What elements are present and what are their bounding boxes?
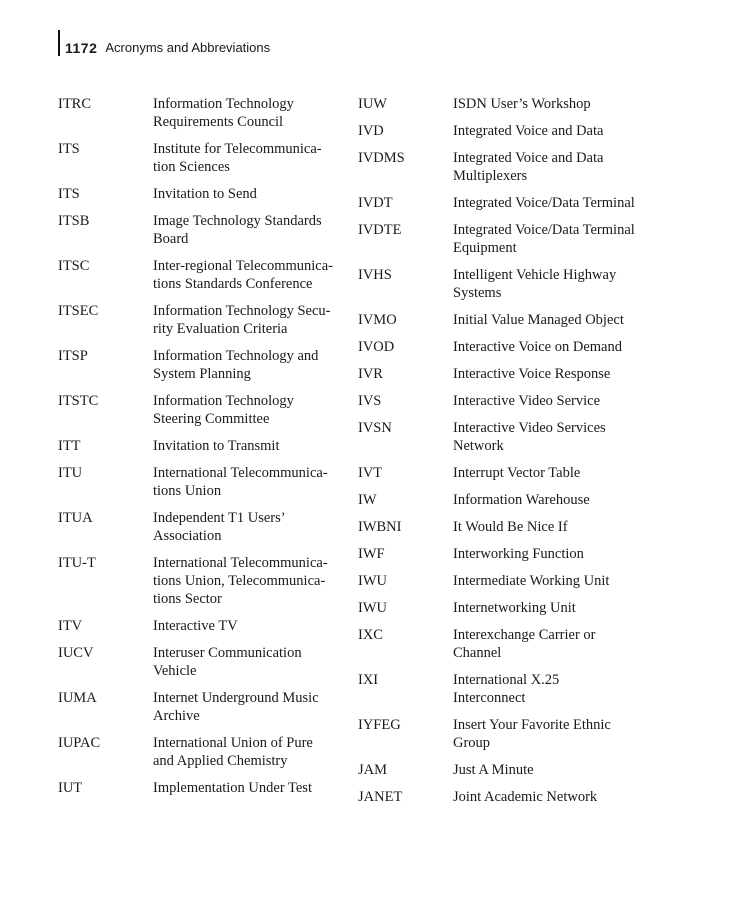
acronym: JAM bbox=[358, 762, 388, 778]
definition-line: Interconnect bbox=[453, 690, 526, 706]
definition-line: tions Sector bbox=[153, 591, 222, 607]
definition-line: Information Technology bbox=[153, 96, 294, 112]
glossary-entry bbox=[358, 518, 658, 536]
definition-line: Information Technology Secu- bbox=[153, 303, 331, 319]
definition-line: Image Technology Standards bbox=[153, 213, 322, 229]
definition bbox=[453, 311, 658, 329]
acronym: ITSTC bbox=[58, 393, 99, 409]
acronym: ITS bbox=[58, 141, 80, 157]
acronym: IVMO bbox=[358, 312, 397, 328]
definition-line: Integrated Voice/Data Terminal bbox=[453, 195, 635, 211]
glossary-entry bbox=[358, 149, 658, 185]
glossary-entry bbox=[58, 95, 343, 131]
definition-line: Just A Minute bbox=[453, 762, 534, 778]
glossary-entry bbox=[358, 311, 658, 329]
glossary-entry bbox=[58, 779, 343, 797]
acronym: IWU bbox=[358, 573, 387, 589]
definition bbox=[153, 302, 343, 338]
glossary-entry bbox=[58, 302, 343, 338]
glossary-entry bbox=[358, 221, 658, 257]
left-column bbox=[58, 95, 343, 806]
glossary-entry bbox=[358, 788, 658, 806]
page-header bbox=[58, 30, 270, 56]
glossary-entry bbox=[358, 626, 658, 662]
definition-line: Network bbox=[453, 438, 504, 454]
glossary-entry bbox=[58, 509, 343, 545]
definition bbox=[453, 599, 658, 617]
glossary-entry bbox=[358, 599, 658, 617]
acronym: IWF bbox=[358, 546, 385, 562]
definition bbox=[453, 221, 658, 257]
glossary-entry bbox=[58, 644, 343, 680]
definition-line: tions Standards Conference bbox=[153, 276, 313, 292]
glossary-entry bbox=[358, 761, 658, 779]
definition-line: Interactive Video Service bbox=[453, 393, 601, 409]
definition-line: Equipment bbox=[453, 240, 517, 256]
definition-line: Channel bbox=[453, 645, 502, 661]
definition-line: and Applied Chemistry bbox=[153, 753, 288, 769]
acronym: IUW bbox=[358, 96, 387, 112]
acronym: IUMA bbox=[58, 690, 97, 706]
definition-line: Archive bbox=[153, 708, 200, 724]
definition-line: Integrated Voice and Data bbox=[453, 123, 604, 139]
definition bbox=[153, 509, 343, 545]
glossary-entry bbox=[358, 545, 658, 563]
glossary-entry bbox=[58, 140, 343, 176]
glossary-entry bbox=[58, 734, 343, 770]
definition bbox=[453, 788, 658, 806]
definition-line: Group bbox=[453, 735, 491, 751]
glossary-entry bbox=[58, 347, 343, 383]
definition-line: Board bbox=[153, 231, 189, 247]
glossary-entry bbox=[358, 266, 658, 302]
glossary-entry bbox=[58, 257, 343, 293]
acronym: IW bbox=[358, 492, 377, 508]
header-rule bbox=[58, 30, 60, 56]
definition bbox=[453, 572, 658, 590]
definition-line: Integrated Voice/Data Terminal bbox=[453, 222, 635, 238]
definition-line: System Planning bbox=[153, 366, 251, 382]
definition-line: Interrupt Vector Table bbox=[453, 465, 581, 481]
acronym: IWU bbox=[358, 600, 387, 616]
definition bbox=[453, 194, 658, 212]
glossary-entry bbox=[358, 419, 658, 455]
definition bbox=[153, 644, 343, 680]
definition-line: Interworking Function bbox=[453, 546, 584, 562]
definition-line: Joint Academic Network bbox=[453, 789, 598, 805]
glossary-entry bbox=[58, 437, 343, 455]
definition-line: International Union of Pure bbox=[153, 735, 313, 751]
glossary-entry bbox=[358, 392, 658, 410]
glossary-entry bbox=[358, 716, 658, 752]
definition bbox=[453, 671, 658, 707]
definition bbox=[153, 617, 343, 635]
right-column bbox=[358, 95, 658, 815]
definition-line: Invitation to Transmit bbox=[153, 438, 280, 454]
definition-line: Invitation to Send bbox=[153, 186, 257, 202]
definition bbox=[153, 95, 343, 131]
acronym: IUT bbox=[58, 780, 83, 796]
acronym: IUCV bbox=[58, 645, 94, 661]
definition bbox=[153, 392, 343, 428]
definition-line: Independent T1 Users’ bbox=[153, 510, 286, 526]
definition-line: Institute for Telecommunica- bbox=[153, 141, 322, 157]
definition-line: tions Union, Telecommunica- bbox=[153, 573, 326, 589]
definition bbox=[453, 392, 658, 410]
glossary-entry bbox=[358, 194, 658, 212]
acronym: IXC bbox=[358, 627, 383, 643]
definition-line: ISDN User’s Workshop bbox=[453, 96, 591, 112]
acronym: IVR bbox=[358, 366, 383, 382]
glossary-entry bbox=[58, 617, 343, 635]
definition-line: Information Technology bbox=[153, 393, 294, 409]
acronym: ITRC bbox=[58, 96, 92, 112]
glossary-entry bbox=[358, 572, 658, 590]
acronym: ITSC bbox=[58, 258, 90, 274]
definition-line: Information Technology and bbox=[153, 348, 319, 364]
glossary-entry bbox=[358, 491, 658, 509]
acronym: IVS bbox=[358, 393, 382, 409]
definition-line: Implementation Under Test bbox=[153, 780, 312, 796]
definition-line: Intermediate Working Unit bbox=[453, 573, 610, 589]
definition-line: Requirements Council bbox=[153, 114, 284, 130]
glossary-entry bbox=[358, 122, 658, 140]
definition-line: Inter-regional Telecommunica- bbox=[153, 258, 333, 274]
definition-line: Interexchange Carrier or bbox=[453, 627, 596, 643]
definition bbox=[153, 734, 343, 770]
definition-line: Interactive Video Services bbox=[453, 420, 606, 436]
definition bbox=[453, 518, 658, 536]
definition bbox=[453, 365, 658, 383]
definition-line: International X.25 bbox=[453, 672, 560, 688]
definition-line: tions Union bbox=[153, 483, 222, 499]
page-number: 1172 bbox=[65, 40, 98, 56]
definition bbox=[453, 491, 658, 509]
definition bbox=[153, 347, 343, 383]
definition-line: It Would Be Nice If bbox=[453, 519, 568, 535]
definition bbox=[153, 464, 343, 500]
glossary-entry bbox=[358, 95, 658, 113]
glossary-entry bbox=[58, 689, 343, 725]
acronym: ITS bbox=[58, 186, 80, 202]
glossary-entry bbox=[358, 464, 658, 482]
definition bbox=[153, 140, 343, 176]
acronym: IUPAC bbox=[58, 735, 101, 751]
definition-line: Steering Committee bbox=[153, 411, 270, 427]
definition-line: Multiplexers bbox=[453, 168, 528, 184]
definition-line: Vehicle bbox=[153, 663, 197, 679]
definition-line: International Telecommunica- bbox=[153, 555, 328, 571]
acronym: IVDT bbox=[358, 195, 393, 211]
acronym: IXI bbox=[358, 672, 379, 688]
definition bbox=[453, 626, 658, 662]
acronym: IVDTE bbox=[358, 222, 402, 238]
glossary-entry bbox=[58, 554, 343, 608]
acronym: ITSB bbox=[58, 213, 90, 229]
definition-line: Association bbox=[153, 528, 222, 544]
definition bbox=[453, 464, 658, 482]
definition bbox=[153, 779, 343, 797]
definition bbox=[153, 437, 343, 455]
acronym: ITUA bbox=[58, 510, 93, 526]
acronym: ITU bbox=[58, 465, 83, 481]
definition-line: International Telecommunica- bbox=[153, 465, 328, 481]
definition-line: tion Sciences bbox=[153, 159, 230, 175]
acronym: ITSP bbox=[58, 348, 88, 364]
definition bbox=[453, 149, 658, 185]
definition bbox=[153, 185, 343, 203]
acronym: IWBNI bbox=[358, 519, 402, 535]
definition bbox=[453, 419, 658, 455]
acronym: IVD bbox=[358, 123, 384, 139]
definition bbox=[153, 554, 343, 608]
definition bbox=[153, 689, 343, 725]
glossary-entry bbox=[358, 671, 658, 707]
definition-line: Interactive Voice on Demand bbox=[453, 339, 622, 355]
running-title: Acronyms and Abbreviations bbox=[105, 40, 271, 55]
definition-line: Integrated Voice and Data bbox=[453, 150, 604, 166]
acronym: ITV bbox=[58, 618, 83, 634]
acronym: JANET bbox=[358, 789, 403, 805]
glossary-entry bbox=[358, 365, 658, 383]
acronym: IVDMS bbox=[358, 150, 405, 166]
acronym: IYFEG bbox=[358, 717, 401, 733]
glossary-entry bbox=[58, 392, 343, 428]
acronym: IVSN bbox=[358, 420, 392, 436]
acronym: IVHS bbox=[358, 267, 392, 283]
definition-line: Insert Your Favorite Ethnic bbox=[453, 717, 611, 733]
definition bbox=[453, 716, 658, 752]
definition bbox=[153, 257, 343, 293]
definition-line: Systems bbox=[453, 285, 502, 301]
definition bbox=[453, 122, 658, 140]
definition-line: Initial Value Managed Object bbox=[453, 312, 624, 328]
acronym: IVT bbox=[358, 465, 383, 481]
definition bbox=[453, 761, 658, 779]
definition bbox=[453, 338, 658, 356]
glossary-entry bbox=[58, 185, 343, 203]
definition bbox=[453, 545, 658, 563]
acronym: IVOD bbox=[358, 339, 395, 355]
definition-line: Interactive TV bbox=[153, 618, 238, 634]
definition-line: Information Warehouse bbox=[453, 492, 590, 508]
definition-line: Intelligent Vehicle Highway bbox=[453, 267, 617, 283]
glossary-entry bbox=[58, 464, 343, 500]
definition bbox=[453, 95, 658, 113]
definition-line: Interactive Voice Response bbox=[453, 366, 611, 382]
acronym: ITU-T bbox=[58, 555, 96, 571]
acronym: ITSEC bbox=[58, 303, 99, 319]
definition-line: Interuser Communication bbox=[153, 645, 302, 661]
definition bbox=[153, 212, 343, 248]
glossary-entry bbox=[358, 338, 658, 356]
definition-line: rity Evaluation Criteria bbox=[153, 321, 288, 337]
definition bbox=[453, 266, 658, 302]
acronym: ITT bbox=[58, 438, 81, 454]
definition-line: Internet Underground Music bbox=[153, 690, 319, 706]
glossary-entry bbox=[58, 212, 343, 248]
definition-line: Internetworking Unit bbox=[453, 600, 576, 616]
